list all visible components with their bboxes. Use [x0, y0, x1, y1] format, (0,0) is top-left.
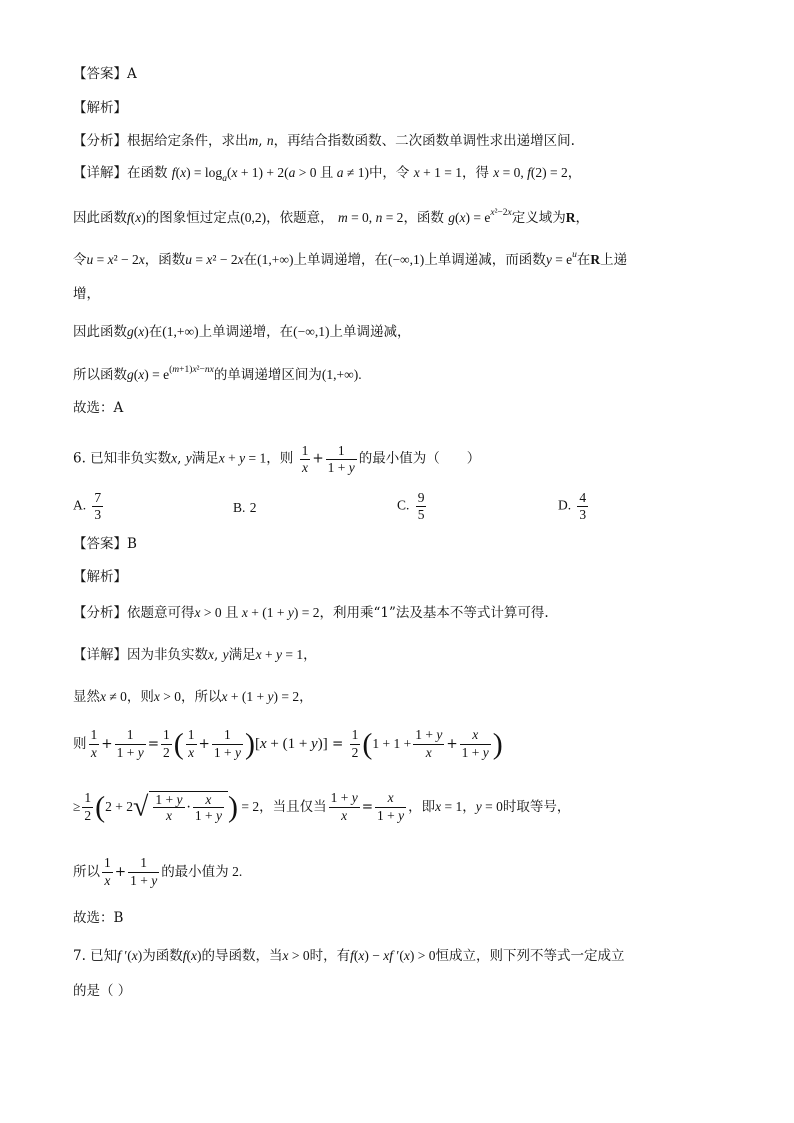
- q6-stem: 6. 已知非负实数x, y满足x + y = 1，则 $\frac{1}{x}$ + $\frac{1}{1 + y}$ 的最小值为（ ）: [73, 443, 481, 475]
- q5-xiangjie-line1: 【详解】在函数 $f(x) = \log_a(x + 1) + 2(a > 0$ 且 a ≠ 1)中，令 x + 1 = 1，得 x = 0, f(2) = 2，: [73, 165, 582, 184]
- q5-answer: 【答案】A: [73, 66, 137, 82]
- q6-jiexi-heading: 【解析】: [73, 569, 127, 585]
- xiangjie-tag: 【详解】: [73, 165, 127, 181]
- q5-line4: 因此函数g(x)在(1,+∞)上单调递增，在(−∞,1)上单调递减，: [73, 324, 411, 340]
- q6-option-b[interactable]: B. 2: [233, 500, 257, 515]
- fenxi-tag: 【分析】: [73, 133, 127, 149]
- q5-line2: 因此函数f(x)的图象恒过定点(0,2)，依题意， m = 0, n = 2，函数 $g(x) = e^{x^2-2x}$定义域为R，: [73, 208, 589, 226]
- q5-line3: 令u = x² − 2x，函数u = x² − 2x在(1,+∞)上单调递增，在(−∞,1)上单调递减，而函数$y = e^u$在R上递: [73, 250, 628, 268]
- q6-option-d[interactable]: D. $\frac{4}{3}$: [558, 490, 587, 522]
- q6-fenxi-line: 【分析】依题意可得x > 0 且 x + (1 + y) = 2，利用乘“1”法及基本不等式计算可得.: [73, 605, 549, 621]
- q5-choose: 故选：A: [73, 400, 124, 416]
- q6-line3: 则 $\frac{1}{x}$ + $\frac{1}{1 + y}$ = $\frac{1}{2}$ ( $\frac{1}{x}$ + $\frac{1}{1 + y}$ )[x + (1 + y)] = $\frac{1}{2}$ (1 + 1 + $\frac{1 + y}{x}$ + $\frac{x}{1 + y}$ ): [73, 727, 503, 761]
- q6-line2: 显然x ≠ 0，则x > 0，所以x + (1 + y) = 2，: [73, 689, 313, 705]
- q5-jiexi-heading: 【解析】: [73, 100, 127, 116]
- q6-option-a[interactable]: A. $\frac{7}{3}$: [73, 490, 102, 522]
- q6-xiangjie-line1: 【详解】因为非负实数x, y满足x + y = 1，: [73, 647, 317, 663]
- q6-choose: 故选：B: [73, 910, 124, 926]
- q7-stem-cont: 的是（ ）: [73, 983, 132, 999]
- q7-stem: 7. 已知f ′(x)为函数f(x)的导函数，当x > 0时，有f(x) − xf ′(x) > 0恒成立，则下列不等式一定成立: [73, 948, 625, 964]
- q5-fenxi-line: 【分析】根据给定条件，求出m, n，再结合指数函数、二次函数单调性求出递增区间.: [73, 133, 575, 149]
- q6-option-c[interactable]: C. $\frac{9}{5}$: [397, 490, 425, 522]
- q6-answer: 【答案】B: [73, 536, 137, 552]
- q5-line3b: 增，: [73, 286, 100, 302]
- q6-line4: ≥ $\frac{1}{2}$ (2 + 2√ $\frac{1 + y}{x}$ · $\frac{x}{1 + y}$ ) = 2，当且仅当 $\frac{1 + y}{x}$ = $\frac{x}{1 + y}$ ，即x = 1，y = 0时取等号，: [73, 790, 571, 824]
- q5-line5: 所以函数$g(x) = e^{(m+1)x^2-nx}$的单调递增区间为(1,+∞).: [73, 365, 362, 383]
- q6-line5: 所以 $\frac{1}{x}$ + $\frac{1}{1 + y}$ 的最小值为 2.: [73, 855, 243, 888]
